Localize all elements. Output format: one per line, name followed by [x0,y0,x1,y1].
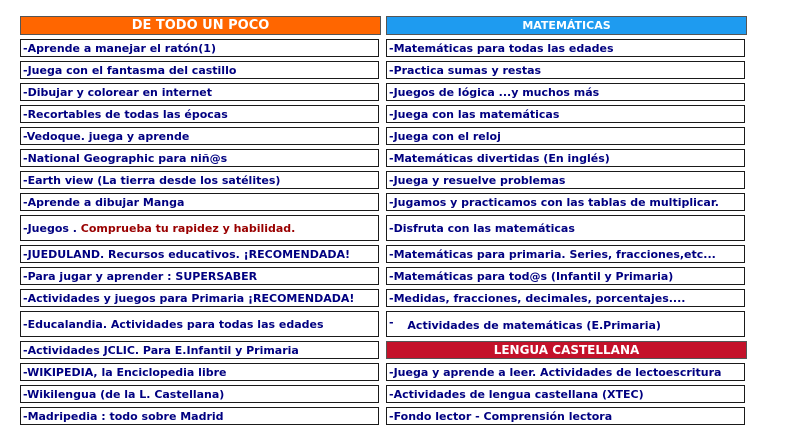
left-item-cell [20,245,379,263]
left-item-cell [20,311,379,337]
right-item-cell [386,39,745,57]
link-tablas-multiplicar[interactable]: -Jugamos y practicamos con las tablas de multiplicar. [389,196,719,209]
right-item-cell [386,267,745,285]
link-juegos-logica[interactable]: -Juegos de lógica ...y muchos más [389,86,600,99]
link-juegos[interactable]: -Juegos . [23,222,77,235]
right-item-cell [386,171,745,189]
link-disfruta-matematicas[interactable]: -Disfruta con las matemáticas [389,222,575,235]
matematicas-header: MATEMÁTICAS [386,16,747,35]
link-national-geographic[interactable]: -National Geographic para niñ@s [23,152,228,165]
juegos-row [23,222,376,235]
link-sumas-restas[interactable]: -Practica sumas y restas [389,64,542,77]
left-item-cell [20,171,379,189]
link-wikilengua[interactable]: -Wikilengua (de la L. Castellana) [23,388,225,401]
left-item-cell [20,105,379,123]
link-juega-reloj[interactable]: -Juega con el reloj [389,130,501,143]
left-item-cell [20,363,379,381]
link-resuelve-problemas[interactable]: -Juega y resuelve problemas [389,174,566,187]
link-earth-view[interactable]: -Earth view (La tierra desde los satélites) [23,174,281,187]
right-item-cell [386,215,745,241]
juegos-description: Comprueba tu rapidez y habilidad. [80,222,296,235]
left-item-cell [20,61,379,79]
link-mates-para-todos[interactable]: -Matemáticas para tod@s (Infantil y Primaria) [389,270,674,283]
left-item-cell [20,39,379,57]
link-medidas-fracciones[interactable]: -Medidas, fracciones, decimales, porcentajes.... [389,292,686,305]
link-mates-divertidas[interactable]: -Matemáticas divertidas (En inglés) [389,152,610,165]
left-item-cell [20,193,379,211]
link-supersaber[interactable]: -Para jugar y aprender : SUPERSABER [23,270,258,283]
link-vedoque[interactable]: -Vedoque. juega y aprende [23,130,190,143]
link-jclic[interactable]: -Actividades JCLIC. Para E.Infantil y Primaria [23,344,299,357]
left-item-cell [20,341,379,359]
left-item-cell [20,215,379,241]
right-item-cell [386,385,745,403]
link-fondo-lector[interactable]: -Fondo lector - Comprensión lectora [389,410,613,423]
left-item-cell [20,385,379,403]
right-item-cell [386,105,745,123]
link-recortables[interactable]: -Recortables de todas las épocas [23,108,228,121]
de-todo-un-poco-header: DE TODO UN POCO [20,16,381,35]
link-actividades-matematicas[interactable]: Actividades de matemáticas (E.Primaria) [407,319,661,332]
left-item-cell [20,149,379,167]
left-item-cell [20,407,379,425]
right-item-cell [386,61,745,79]
right-item-cell [386,363,745,381]
left-item-cell [20,83,379,101]
right-item-cell [386,245,745,263]
link-mates-todas-edades[interactable]: -Matemáticas para todas las edades [389,42,614,55]
left-item-cell [20,289,379,307]
link-fantasma-castillo[interactable]: -Juega con el fantasma del castillo [23,64,237,77]
right-item-cell [386,83,745,101]
link-juega-matematicas[interactable]: -Juega con las matemáticas [389,108,560,121]
left-item-cell [20,127,379,145]
link-actividades-primaria[interactable]: -Actividades y juegos para Primaria ¡RECOMENDADA! [23,292,355,305]
right-item-cell [386,407,745,425]
right-item-cell [386,127,745,145]
link-wikipedia[interactable]: -WIKIPEDIA, la Enciclopedia libre [23,366,227,379]
right-item-cell [386,311,745,337]
link-dibujar-manga[interactable]: -Aprende a dibujar Manga [23,196,185,209]
link-madripedia[interactable]: -Madripedia : todo sobre Madrid [23,410,224,423]
link-jueduland[interactable]: -JUEDULAND. Recursos educativos. ¡RECOMENDADA! [23,248,351,261]
dash-prefix: - [389,319,394,329]
left-item-cell [20,267,379,285]
link-lectoescritura[interactable]: -Juega y aprende a leer. Actividades de lectoescritura [389,366,722,379]
link-educalandia[interactable]: -Educalandia. Actividades para todas las edades [23,318,324,331]
actividades-mates-row [389,319,742,332]
right-item-cell [386,149,745,167]
link-mates-primaria-series[interactable]: -Matemáticas para primaria. Series, fracciones,etc... [389,248,716,261]
link-dibujar-colorear[interactable]: -Dibujar y colorear en internet [23,86,213,99]
link-aprende-raton[interactable]: -Aprende a manejar el ratón(1) [23,42,216,55]
right-item-cell [386,193,745,211]
link-lengua-xtec[interactable]: -Actividades de lengua castellana (XTEC) [389,388,644,401]
lengua-castellana-header: LENGUA CASTELLANA [386,341,747,359]
right-item-cell [386,289,745,307]
